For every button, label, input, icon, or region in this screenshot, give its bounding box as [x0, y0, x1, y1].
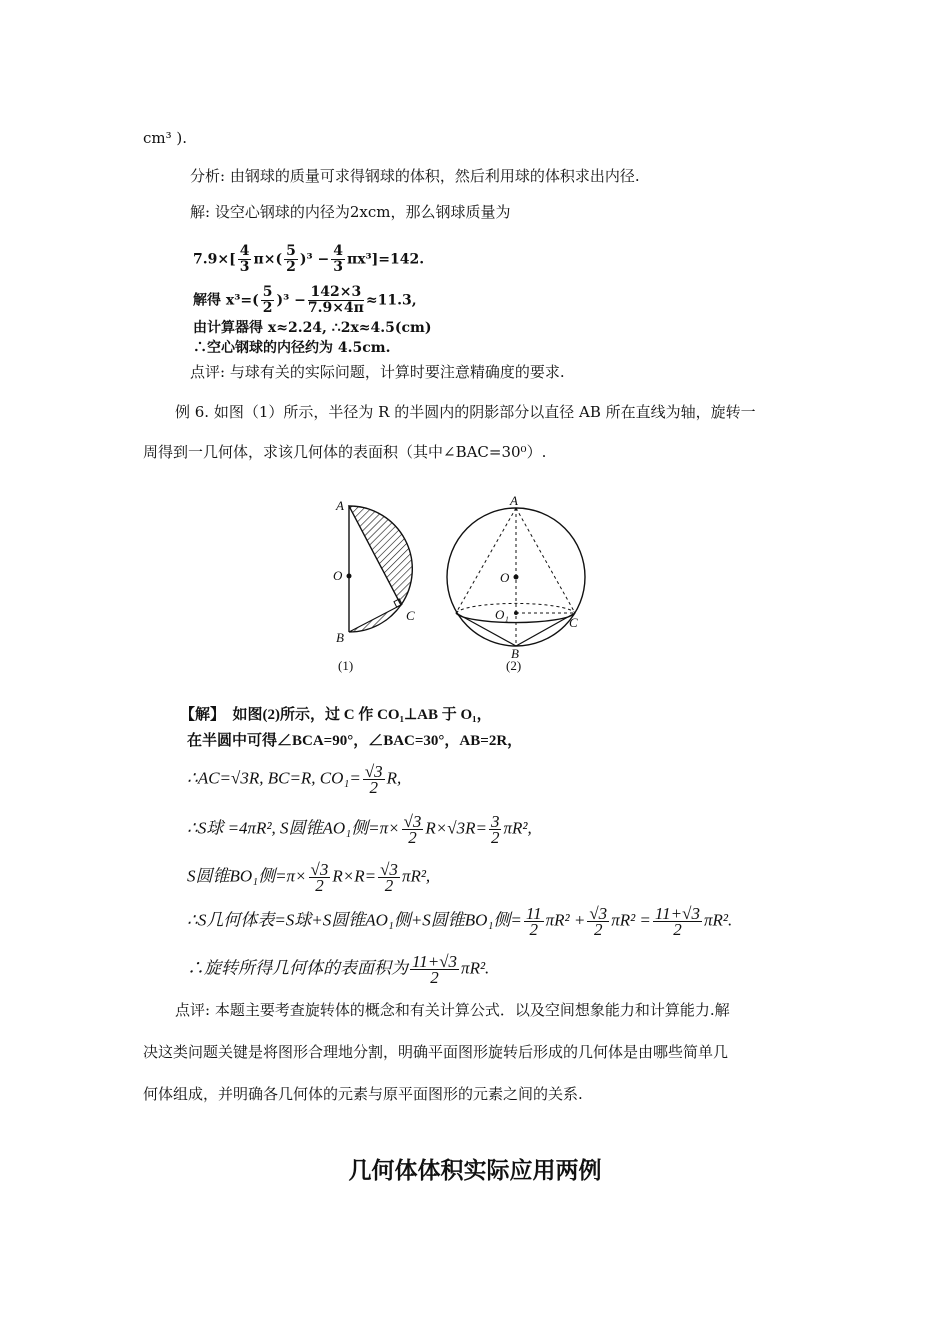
frac-5-2-b: $\frac{5}{2}$: [262, 284, 273, 316]
calc-line1-post: )³ −: [299, 251, 330, 268]
figure-1: [333, 498, 415, 673]
comment-2-line-2: 决这类问题关键是将图形合理地分割，明确平面图形旋转后形成的几何体是由哪些简单几: [143, 1043, 729, 1061]
frac-5-2: $\frac{5}{2}$: [286, 243, 296, 275]
label-b2: B: [511, 646, 519, 661]
example6-line-2: 周得到一几何体，求该几何体的表面积（其中∠BAC=30⁰）.: [143, 443, 547, 461]
solution-line1-text: 如图(2)所示，过 C 作 CO₁⊥AB 于 O₁，: [232, 707, 492, 723]
calc-line-3: 由计算器得 x≈2.24, ∴2x≈4.5(cm): [193, 320, 432, 336]
calc-line1-mid: π×(: [253, 251, 283, 268]
label-c: C: [406, 608, 415, 623]
calc-line-4: ∴空心钢球的内径约为 4.5cm.: [193, 340, 391, 356]
comment-1: 点评: 与球有关的实际问题，计算时要注意精确度的要求.: [190, 363, 565, 381]
solution-intro: 解: 设空心钢球的内径为2xcm，那么钢球质量为: [190, 203, 511, 221]
label-b: B: [336, 630, 344, 645]
comment-2-line-1: 点评: 本题主要考查旋转体的概念和有关计算公式．以及空间想象能力和计算能力.解: [175, 1001, 730, 1019]
analysis-text: 分析: 由钢球的质量可求得钢球的体积，然后利用球的体积求出内径.: [190, 167, 640, 185]
point-o1: [514, 611, 518, 615]
frac-11-2: $\frac{11}{2}$: [525, 904, 542, 939]
frac-sqrt3-2-c: $\frac{√3}{2}$: [310, 860, 329, 895]
calc-line1-pre: 7.9×[: [193, 251, 236, 268]
cone-left: [456, 508, 516, 613]
comment-2-line-3: 何体组成，并明确各几何体的元素与原平面图形的元素之间的关系.: [143, 1085, 583, 1103]
solution-line-6: ∴S几何体表=S球+S圆锥AO₁侧+S圆锥BO₁侧= $\frac{11}{2}$ πR² + $\frac{√3}{2}$ πR² = $\frac{11+√3}{2}$ πR².: [187, 904, 733, 939]
label-a2: A: [510, 493, 518, 508]
example6-line-1: 例 6. 如图（1）所示，半径为 R 的半圆内的阴影部分以直径 AB 所在直线为轴，旋转一: [175, 403, 756, 421]
label-a: A: [336, 498, 344, 513]
frac-4-3: $\frac{4}{3}$: [239, 243, 250, 275]
frac-sqrt3-2-d: $\frac{√3}{2}$: [380, 860, 398, 895]
solution-line-7: ∴旋转所得几何体的表面积为 $\frac{11+√3}{2}$ πR².: [187, 952, 490, 987]
calc-line2-end: ≈11.3,: [365, 292, 417, 309]
frac-11plus-2-b: $\frac{11+√3}{2}$: [412, 952, 458, 987]
frac-sqrt3-2-b: $\frac{√3}{2}$: [403, 812, 422, 847]
figure-2: [447, 493, 585, 673]
lower-sliver: [349, 605, 401, 632]
solution-line-3: ∴AC=√3R, BC=R, CO₁= $\frac{√3}{2}$ R,: [187, 762, 402, 797]
frac-11plus-2: $\frac{11+√3}{2}$: [654, 904, 700, 939]
lower-right: [516, 613, 575, 646]
calc-line2-pre: 解得 x³=(: [193, 292, 259, 309]
center-point-o2: [514, 575, 519, 580]
label-o1: O₁: [495, 607, 509, 622]
solution-line-2: 在半圆中可得∠BCA=90°，∠BAC=30°，AB=2R，: [187, 733, 523, 749]
frac-sqrt3-2-e: $\frac{√3}{2}$: [589, 904, 608, 939]
calc-line1-end: πx³]=142.: [346, 251, 425, 268]
solution-line-5: S圆锥BO₁侧=π× $\frac{√3}{2}$ R×R= $\frac{√3}{2}$ πR²,: [187, 860, 431, 895]
section-title: 几何体体积实际应用两例: [348, 1158, 602, 1184]
center-point-o: [347, 574, 352, 579]
top-fragment: cm³ ).: [143, 129, 188, 147]
solution-line-1: [180, 704, 492, 726]
calc-line-1: [193, 244, 424, 275]
frac-3-2: $\frac{3}{2}$: [490, 812, 500, 847]
calc-line2-mid: )³ −: [276, 292, 306, 309]
geometry-figures: [0, 490, 950, 690]
calc-line-2: [193, 285, 417, 316]
shaded-region: [349, 506, 412, 605]
solution-head: 【解】: [180, 707, 226, 723]
label-c2: C: [569, 615, 578, 630]
fig2-caption: (2): [506, 658, 522, 673]
frac-142: $\frac{142\times 3}{7.9\times 4\pi}$: [307, 284, 364, 316]
label-o: O: [333, 568, 343, 583]
label-o2: O: [500, 570, 510, 585]
cone-right: [516, 508, 575, 613]
fig1-caption: (1): [338, 658, 354, 673]
frac-4-3-b: $\frac{4}{3}$: [333, 243, 343, 275]
frac-sqrt3-2: $\frac{√3}{2}$: [364, 762, 383, 797]
solution-line-4: ∴S球 =4πR², S圆锥AO₁侧=π× $\frac{√3}{2}$ R×√3R= $\frac{3}{2}$ πR²,: [187, 812, 532, 847]
